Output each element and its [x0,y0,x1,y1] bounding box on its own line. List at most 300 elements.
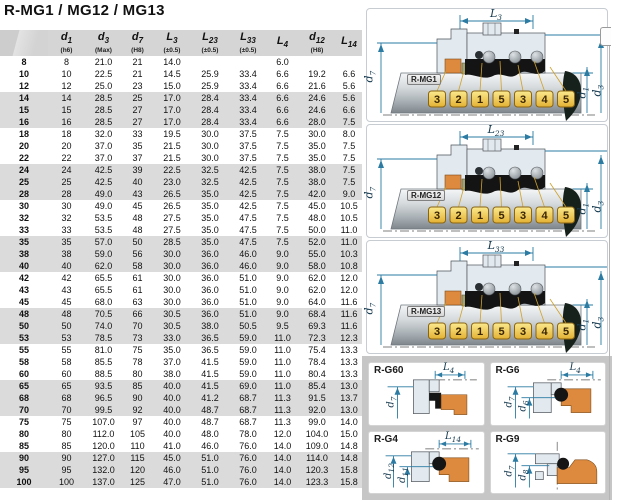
value-cell: 12 [61,81,72,91]
value-cell: 40 [61,261,72,271]
value-cell: 38 [61,249,72,259]
diagram-name: R-MG1 [407,74,441,85]
value-cell: 11.0 [274,381,291,391]
value-cell: 58 [61,357,72,367]
badge-number: 1 [476,326,484,338]
value-cell: 33.4 [239,69,257,79]
size-cell: 50 [18,321,29,331]
size-cell: 38 [18,249,29,259]
value-cell: 19.2 [308,69,326,79]
badge-number: 3 [433,210,441,222]
value-cell: 11.0 [274,357,291,367]
value-cell: 7.5 [276,189,289,199]
value-cell: 33.4 [239,81,257,91]
dim-label-d1: $d_1$ [575,202,591,215]
table-row [0,68,362,80]
value-cell: 45 [132,201,143,211]
value-cell: 10.3 [340,249,358,259]
value-cell: 15.0 [163,81,181,91]
value-cell: 64.0 [308,297,326,307]
value-cell: 35.0 [163,345,181,355]
badge-number: 3 [519,326,527,338]
value-cell: 75 [61,417,72,427]
value-cell: 38.0 [201,321,219,331]
value-cell: 68.7 [239,417,257,427]
value-cell: 69.0 [239,381,257,391]
value-cell: 9.0 [342,189,356,199]
dim-label-l14: $L_{14}$ [445,430,462,444]
value-cell: 7.5 [276,201,289,211]
dim-label-d1: $d_1$ [575,318,591,331]
badge-number: 2 [455,94,462,106]
table-row [0,392,362,404]
col-header-l23: $L_{23}$ (±0.5) [191,30,229,56]
value-cell: 57.0 [94,237,113,247]
value-cell: 19.5 [163,129,181,139]
value-cell: 78.4 [308,357,326,367]
value-cell: 28 [61,189,72,199]
value-cell: 48.7 [201,405,219,415]
size-cell: 40 [18,261,29,271]
table-row [0,452,362,464]
dim-label-d3: $d_3$ [590,316,606,329]
value-cell: 52.0 [308,237,326,247]
value-cell: 42.0 [308,189,326,199]
value-cell: 120 [129,465,146,475]
value-cell: 32.0 [94,129,113,139]
value-cell: 9.0 [276,285,289,295]
value-cell: 25.9 [201,81,219,91]
value-cell: 75 [132,345,143,355]
value-cell: 105 [129,429,146,439]
value-cell: 7.5 [276,225,289,235]
value-cell: 22.5 [94,69,113,79]
value-cell: 42.5 [94,165,113,175]
value-cell: 42 [61,273,72,283]
value-cell: 36.5 [201,333,219,343]
value-cell: 36.0 [201,249,219,259]
value-cell: 28.5 [163,237,181,247]
value-cell: 37.0 [163,357,181,367]
table-row [0,104,362,116]
value-cell: 80 [132,369,143,379]
value-cell: 60 [61,369,72,379]
value-cell: 42.5 [239,177,257,187]
size-cell: 70 [18,405,29,415]
value-cell: 10.8 [340,261,358,271]
badge-number: 3 [519,94,527,106]
seat-variants-panel [362,356,612,500]
value-cell: 18 [61,129,72,139]
value-cell: 70 [132,321,143,331]
value-cell: 91.5 [308,393,326,403]
value-cell: 50 [61,321,72,331]
value-cell: 120.3 [305,465,329,475]
size-cell: 100 [16,477,32,487]
dim-label-d7: $d_7$ [362,70,378,83]
value-cell: 53.5 [94,225,113,235]
value-cell: 81.0 [94,345,113,355]
badge-number: 1 [476,210,484,222]
value-cell: 33 [61,225,72,235]
value-cell: 27 [132,117,143,127]
value-cell: 9.0 [276,273,289,283]
value-cell: 90 [61,453,72,463]
size-cell: 48 [18,309,29,319]
value-cell: 56 [132,249,143,259]
value-cell: 11.0 [340,225,358,235]
table-row [0,140,362,152]
value-cell: 20 [61,141,72,151]
value-cell: 47.5 [239,237,257,247]
value-cell: 12.0 [273,429,292,439]
value-cell: 14.5 [163,69,181,79]
value-cell: 37.5 [239,129,257,139]
value-cell: 88.5 [94,369,113,379]
value-cell: 68.0 [94,297,113,307]
value-cell: 65 [61,381,72,391]
value-cell: 25.9 [201,69,219,79]
dim-label-d12: $d_{12}$ [382,462,396,479]
table-row [0,260,362,272]
value-cell: 7.5 [276,153,289,163]
dim-label-l3: $L_3$ [489,7,503,23]
value-cell: 35 [61,237,72,247]
value-cell: 7.5 [342,177,356,187]
size-cell: 53 [18,333,29,343]
value-cell: 7.5 [342,141,356,151]
value-cell: 28.5 [94,93,113,103]
size-cell: 35 [18,237,29,247]
size-cell: 58 [18,357,29,367]
value-cell: 5.6 [342,93,356,103]
value-cell: 33.0 [163,333,181,343]
value-cell: 17.0 [163,105,181,115]
value-cell: 137.0 [92,477,115,487]
value-cell: 35.0 [308,153,326,163]
value-cell: 48.0 [201,429,219,439]
value-cell: 8 [63,57,69,67]
size-cell: 85 [18,441,29,451]
dimension-table-grid [0,30,362,488]
value-cell: 100 [58,477,75,487]
value-cell: 11.6 [340,297,358,307]
value-cell: 14.0 [273,441,292,451]
value-cell: 40 [132,177,143,187]
value-cell: 11.3 [274,393,291,403]
size-cell: 14 [18,93,29,103]
value-cell: 12.3 [340,333,358,343]
badge-number: 4 [541,326,548,338]
value-cell: 38.0 [308,177,326,187]
value-cell: 51.0 [201,453,219,463]
value-cell: 76.0 [239,477,257,487]
size-cell: 20 [18,141,29,151]
badge-number: 5 [498,94,505,106]
value-cell: 21.0 [94,57,113,67]
dim-label-d8: $d_8$ [517,468,531,481]
value-cell: 8.0 [342,129,356,139]
value-cell: 11.0 [274,333,291,343]
value-cell: 16 [61,117,72,127]
value-cell [191,56,229,68]
size-cell: 55 [18,345,29,355]
value-cell: 37.5 [239,153,257,163]
value-cell: 66 [132,309,143,319]
value-cell: 46.0 [201,441,219,451]
value-cell: 125 [129,477,146,487]
value-cell: 40.0 [163,405,181,415]
value-cell: 9.0 [276,309,289,319]
table-row [0,200,362,212]
value-cell: 45 [61,297,72,307]
value-cell: 50.0 [308,225,326,235]
value-cell: 28.4 [201,93,219,103]
value-cell: 61 [132,273,143,283]
badge-number: 3 [433,94,441,106]
value-cell: 55.0 [308,249,326,259]
value-cell: 11.3 [274,417,291,427]
dim-label-d7: $d_7$ [362,186,378,199]
value-cell: 35.0 [201,189,219,199]
value-cell: 41.5 [201,369,219,379]
value-cell: 112.0 [92,429,115,439]
value-cell: 11.6 [340,309,358,319]
badge-number: 5 [562,94,570,106]
value-cell: 9.5 [276,321,289,331]
dim-label-l33: $L_{33}$ [487,239,505,255]
value-cell: 37.5 [239,141,257,151]
size-cell: 68 [18,393,29,403]
value-cell: 38.0 [308,165,326,175]
value-cell: 24.6 [308,105,326,115]
value-cell: 21.5 [163,141,181,151]
value-cell: 36.5 [201,345,219,355]
size-cell: 75 [18,417,29,427]
value-cell: 59.0 [239,357,257,367]
value-cell: 6.6 [276,81,289,91]
seat-name: R-G9 [495,433,520,445]
table-row [0,332,362,344]
value-cell: 68.7 [239,405,257,415]
value-cell: 62.0 [308,285,326,295]
value-cell: 76.0 [239,441,257,451]
value-cell: 36.0 [201,297,219,307]
value-cell: 22.5 [163,165,181,175]
value-cell: 99.5 [94,405,113,415]
value-cell: 14.0 [273,453,292,463]
value-cell: 30.0 [163,297,181,307]
size-cell: 32 [18,213,29,223]
value-cell: 85 [132,381,143,391]
badge-number: 5 [562,326,570,338]
page-edge-line [609,40,610,500]
table-row [0,428,362,440]
table-row [0,272,362,284]
value-cell: 40.0 [163,429,181,439]
badge-number: 2 [455,210,462,222]
dim-label-l4: $L_4$ [443,362,455,375]
value-cell: 9.0 [276,297,289,307]
size-cell: 90 [18,453,29,463]
badge-number: 4 [541,94,548,106]
value-cell: 17.0 [163,93,181,103]
table-row [0,164,362,176]
value-cell: 51.0 [239,273,257,283]
value-cell: 75.4 [308,345,326,355]
value-cell: 132.0 [92,465,115,475]
value-cell: 25.0 [94,81,113,91]
value-cell: 68.4 [308,309,326,319]
table-row [0,284,362,296]
value-cell: 10.5 [340,201,358,211]
table-row [0,356,362,368]
col-header-l14: $L_{14}$ [336,30,362,56]
page-title: R-MG1 / MG12 / MG13 [4,2,165,19]
value-cell: 48.0 [308,213,326,223]
table-row [0,80,362,92]
value-cell: 36.0 [201,261,219,271]
value-cell: 38.0 [163,369,181,379]
size-cell: 33 [18,225,29,235]
table-row [0,224,362,236]
value-cell: 61 [132,285,143,295]
value-cell: 15.0 [340,429,358,439]
value-cell: 74.0 [94,321,113,331]
value-cell: 51.0 [201,465,219,475]
badge-number: 2 [455,326,462,338]
col-header-l3: $L_3$ (±0.5) [153,30,191,56]
value-cell: 35.0 [308,141,326,151]
value-cell: 7.5 [276,129,289,139]
dim-label-d7: $d_7$ [503,464,517,477]
value-cell: 28.0 [308,117,326,127]
value-cell: 51.0 [239,285,257,295]
value-cell: 97 [132,417,143,427]
value-cell: 42.5 [239,165,257,175]
value-cell: 35.0 [201,201,219,211]
value-cell: 104.0 [305,429,329,439]
value-cell: 37.0 [94,141,113,151]
size-cell: 15 [18,105,29,115]
value-cell: 41.0 [163,441,181,451]
table-row [0,212,362,224]
value-cell: 53.5 [94,213,113,223]
diagram-name: R-MG12 [407,190,445,201]
value-cell: 43 [132,189,143,199]
table-row [0,320,362,332]
value-cell: 33.4 [239,105,257,115]
value-cell: 27.5 [163,225,181,235]
size-cell: 28 [18,189,29,199]
table-row [0,476,362,488]
value-cell: 10.5 [340,213,358,223]
dim-label-d7: $d_7$ [362,302,378,315]
value-cell [336,56,362,68]
value-cell: 28.4 [201,117,219,127]
value-cell: 45.0 [163,453,181,463]
value-cell: 85.4 [308,381,326,391]
value-cell: 85.5 [94,357,113,367]
value-cell: 78 [132,357,143,367]
value-cell: 47.0 [163,477,181,487]
value-cell [298,56,336,68]
table-row [0,440,362,452]
value-cell: 93.5 [94,381,113,391]
value-cell: 30 [61,201,72,211]
diagram-panel-rmg12 [362,123,608,238]
table-row [0,464,362,476]
dim-label-d11: $d_{11}$ [396,466,410,483]
table-row [0,176,362,188]
col-header-l4: $L_4$ [267,30,298,56]
page-edge-tab [600,27,611,46]
value-cell: 42.5 [94,177,113,187]
table-row [0,344,362,356]
value-cell: 36.0 [201,285,219,295]
value-cell: 7.5 [276,165,289,175]
value-cell: 73 [132,333,143,343]
value-cell: 47.5 [239,213,257,223]
value-cell: 110 [130,441,145,451]
value-cell: 39 [132,165,143,175]
value-cell: 21 [132,57,143,67]
value-cell: 6.6 [342,105,356,115]
size-cell: 10 [18,69,29,79]
size-cell: 18 [18,129,29,139]
table-row [0,236,362,248]
value-cell: 17.0 [163,117,181,127]
value-cell: 62.0 [308,273,326,283]
value-cell: 27 [132,105,143,115]
value-cell: 21.5 [163,153,181,163]
value-cell [229,56,267,68]
value-cell: 59.0 [239,333,257,343]
value-cell: 45.0 [308,201,326,211]
value-cell: 58 [132,261,143,271]
value-cell: 46.0 [239,261,257,271]
value-cell: 5.6 [342,81,356,91]
size-cell: 43 [18,285,29,295]
size-cell: 12 [18,81,29,91]
value-cell: 85 [61,441,72,451]
value-cell: 58.0 [308,261,326,271]
value-cell: 107.0 [92,417,115,427]
value-cell: 48 [61,309,72,319]
value-cell: 13.3 [340,357,358,367]
value-cell: 70 [61,405,72,415]
value-cell: 30.0 [201,153,219,163]
value-cell: 14.8 [340,453,358,463]
table-row [0,128,362,140]
value-cell: 42.5 [239,201,257,211]
value-cell: 51.0 [239,309,257,319]
value-cell: 35.0 [201,213,219,223]
value-cell: 23 [132,81,143,91]
value-cell: 90 [132,393,143,403]
value-cell: 27.5 [163,213,181,223]
value-cell: 28.5 [94,117,113,127]
value-cell: 96.5 [94,393,113,403]
value-cell: 53 [61,333,72,343]
value-cell: 7.5 [276,141,289,151]
value-cell: 14 [61,93,72,103]
value-cell: 7.5 [276,213,289,223]
value-cell: 7.5 [342,165,356,175]
value-cell: 12.0 [340,273,358,283]
value-cell: 50.5 [239,321,257,331]
value-cell: 80.4 [308,369,326,379]
